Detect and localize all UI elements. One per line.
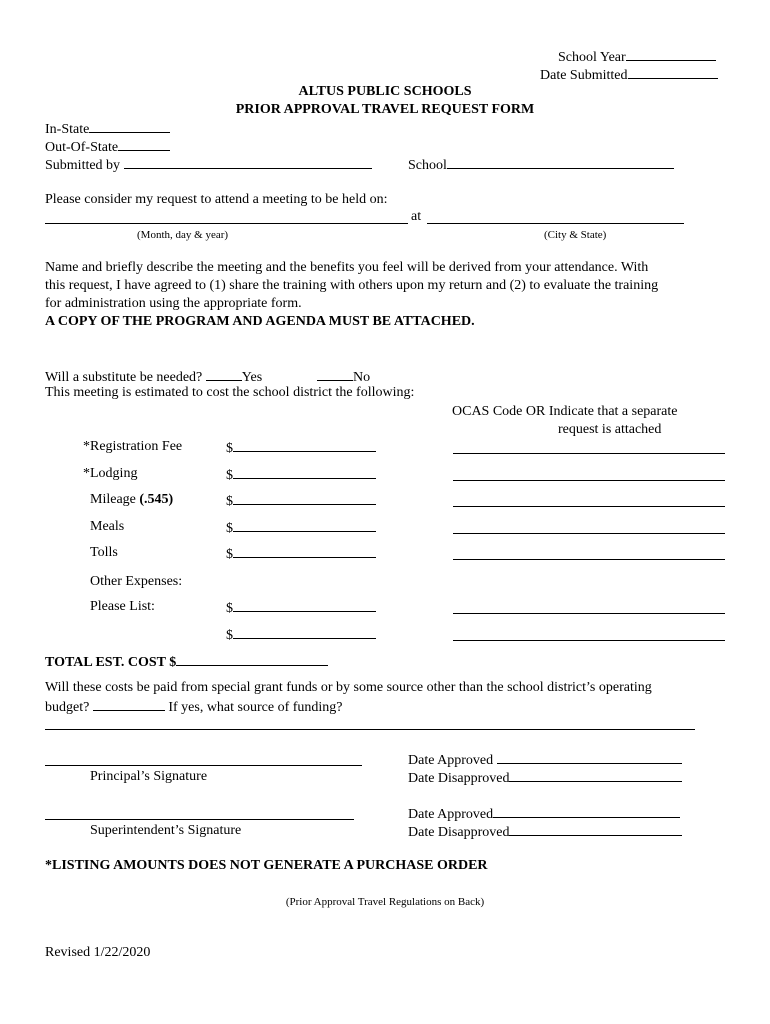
cost-item-name: Mileage — [90, 492, 140, 507]
superintendent-date-approved-row — [408, 804, 680, 824]
date-hint: (Month, day & year) — [137, 229, 229, 241]
cost-item-name: *Lodging — [83, 466, 138, 481]
date-approved-label: Date Approved — [408, 807, 494, 822]
ocas-header-2: request is attached — [558, 422, 662, 437]
superintendent-date-disapproved-row — [408, 822, 682, 842]
superintendent-date-approved-field[interactable] — [493, 804, 680, 818]
date-approved-label: Date Approved — [408, 753, 494, 768]
describe-line-3: for administration using the appropriate form. — [45, 296, 302, 311]
cost-item-name: Tolls — [90, 545, 118, 560]
date-submitted-row — [540, 65, 718, 85]
superintendent-signature-label: Superintendent’s Signature — [90, 823, 242, 838]
substitute-no-field[interactable] — [317, 367, 353, 381]
request-text: Please consider my request to attend a meeting to be held on: — [45, 192, 388, 207]
cost-item-ocas-field[interactable] — [453, 506, 725, 507]
superintendent-date-disapproved-field[interactable] — [509, 822, 682, 836]
school-name-title: ALTUS PUBLIC SCHOOLS — [298, 84, 472, 99]
funding-source-field[interactable] — [45, 729, 695, 730]
cost-item-ocas-field[interactable] — [453, 533, 725, 534]
other-expenses-label: Other Expenses: — [90, 574, 183, 589]
principal-date-approved-row — [408, 750, 682, 770]
currency-symbol: $ — [226, 521, 233, 536]
substitute-question: Will a substitute be needed? — [45, 370, 203, 385]
date-submitted-label: Date Submitted — [540, 68, 628, 83]
currency-symbol: $ — [226, 628, 233, 643]
cost-item-amount-field[interactable] — [233, 518, 376, 532]
purchase-order-notice: *LISTING AMOUNTS DOES NOT GENERATE A PURCHASE ORDER — [45, 858, 488, 873]
other-ocas-1-field[interactable] — [453, 613, 725, 614]
cost-item-ocas-field[interactable] — [453, 480, 725, 481]
cost-item-amount-field[interactable] — [233, 491, 376, 505]
at-label: at — [411, 209, 422, 224]
describe-line-1: Name and briefly describe the meeting and the benefits you feel will be derived from your attendance. With — [45, 260, 649, 275]
school-row — [408, 155, 674, 175]
other-amount-1-row — [226, 598, 376, 618]
attach-notice: A COPY OF THE PROGRAM AND AGENDA MUST BE ATTACHED. — [45, 314, 475, 329]
cost-item-label — [83, 438, 182, 456]
cost-item-label — [83, 465, 137, 483]
cost-item-amount-row — [226, 518, 376, 538]
regulations-note: (Prior Approval Travel Regulations on Back) — [285, 896, 485, 908]
cost-item-amount-row — [226, 544, 376, 564]
submitted-by-field[interactable] — [124, 155, 372, 169]
school-year-row — [558, 47, 716, 67]
currency-symbol: $ — [226, 468, 233, 483]
date-disapproved-label: Date Disapproved — [408, 825, 510, 840]
total-field[interactable] — [176, 652, 328, 666]
location-hint: (City & State) — [544, 229, 607, 241]
cost-item-name: Meals — [90, 519, 125, 534]
principal-date-disapproved-field[interactable] — [509, 768, 682, 782]
currency-symbol: $ — [226, 547, 233, 562]
other-amount-2-field[interactable] — [233, 625, 376, 639]
cost-item-amount-row — [226, 465, 376, 485]
principal-date-approved-field[interactable] — [497, 750, 682, 764]
in-state-label: In-State — [45, 122, 90, 137]
superintendent-signature-field[interactable] — [45, 819, 354, 820]
cost-item-label — [90, 491, 173, 509]
ocas-header-1: OCAS Code OR Indicate that a separate — [452, 404, 678, 419]
cost-item-label — [90, 518, 124, 536]
meeting-location-field[interactable] — [427, 223, 684, 224]
funding-question-line-2 — [45, 697, 343, 717]
funding-source-label: If yes, what source of funding? — [168, 700, 343, 715]
school-year-label: School Year — [558, 50, 626, 65]
principal-signature-label: Principal’s Signature — [90, 769, 208, 784]
cost-item-ocas-field[interactable] — [453, 453, 725, 454]
revised-date: Revised 1/22/2020 — [45, 945, 151, 960]
cost-item-amount-field[interactable] — [233, 465, 376, 479]
cost-item-ocas-field[interactable] — [453, 559, 725, 560]
budget-label: budget? — [45, 700, 90, 715]
other-amount-2-row — [226, 625, 376, 645]
out-of-state-label: Out-Of-State — [45, 140, 119, 155]
other-ocas-2-field[interactable] — [453, 640, 725, 641]
currency-symbol: $ — [226, 441, 233, 456]
budget-answer-field[interactable] — [93, 697, 165, 711]
school-field[interactable] — [447, 155, 674, 169]
cost-item-amount-field[interactable] — [233, 438, 376, 452]
date-submitted-field[interactable] — [628, 65, 718, 79]
total-label: TOTAL EST. COST $ — [45, 655, 177, 670]
estimate-intro: This meeting is estimated to cost the school district the following: — [45, 385, 415, 400]
total-row — [45, 652, 328, 672]
form-title: PRIOR APPROVAL TRAVEL REQUEST FORM — [235, 102, 535, 117]
in-state-field[interactable] — [89, 119, 170, 133]
please-list-label: Please List: — [90, 599, 155, 614]
substitute-yes-field[interactable] — [206, 367, 242, 381]
submitted-by-label: Submitted by — [45, 158, 121, 173]
submitted-by-row — [45, 155, 372, 175]
funding-question-line-1: Will these costs be paid from special grant funds or by some source other than the school district’s operating — [45, 680, 652, 695]
school-label: School — [408, 158, 447, 173]
cost-item-amount-row — [226, 491, 376, 511]
no-label: No — [353, 370, 371, 385]
school-year-field[interactable] — [626, 47, 716, 61]
principal-signature-field[interactable] — [45, 765, 362, 766]
out-of-state-row — [45, 137, 170, 157]
other-amount-1-field[interactable] — [233, 598, 376, 612]
out-of-state-field[interactable] — [118, 137, 170, 151]
in-state-row — [45, 119, 170, 139]
date-disapproved-label: Date Disapproved — [408, 771, 510, 786]
currency-symbol: $ — [226, 494, 233, 509]
currency-symbol: $ — [226, 601, 233, 616]
describe-line-2: this request, I have agreed to (1) share the training with others upon my return and (2) to evaluate the training — [45, 278, 659, 293]
cost-item-amount-row — [226, 438, 376, 458]
cost-item-label — [90, 544, 118, 562]
yes-label: Yes — [241, 370, 263, 385]
cost-item-amount-field[interactable] — [233, 544, 376, 558]
cost-item-rate: (.545) — [139, 492, 174, 507]
meeting-date-field[interactable] — [45, 223, 408, 224]
principal-date-disapproved-row — [408, 768, 682, 788]
cost-item-name: *Registration Fee — [83, 439, 183, 454]
